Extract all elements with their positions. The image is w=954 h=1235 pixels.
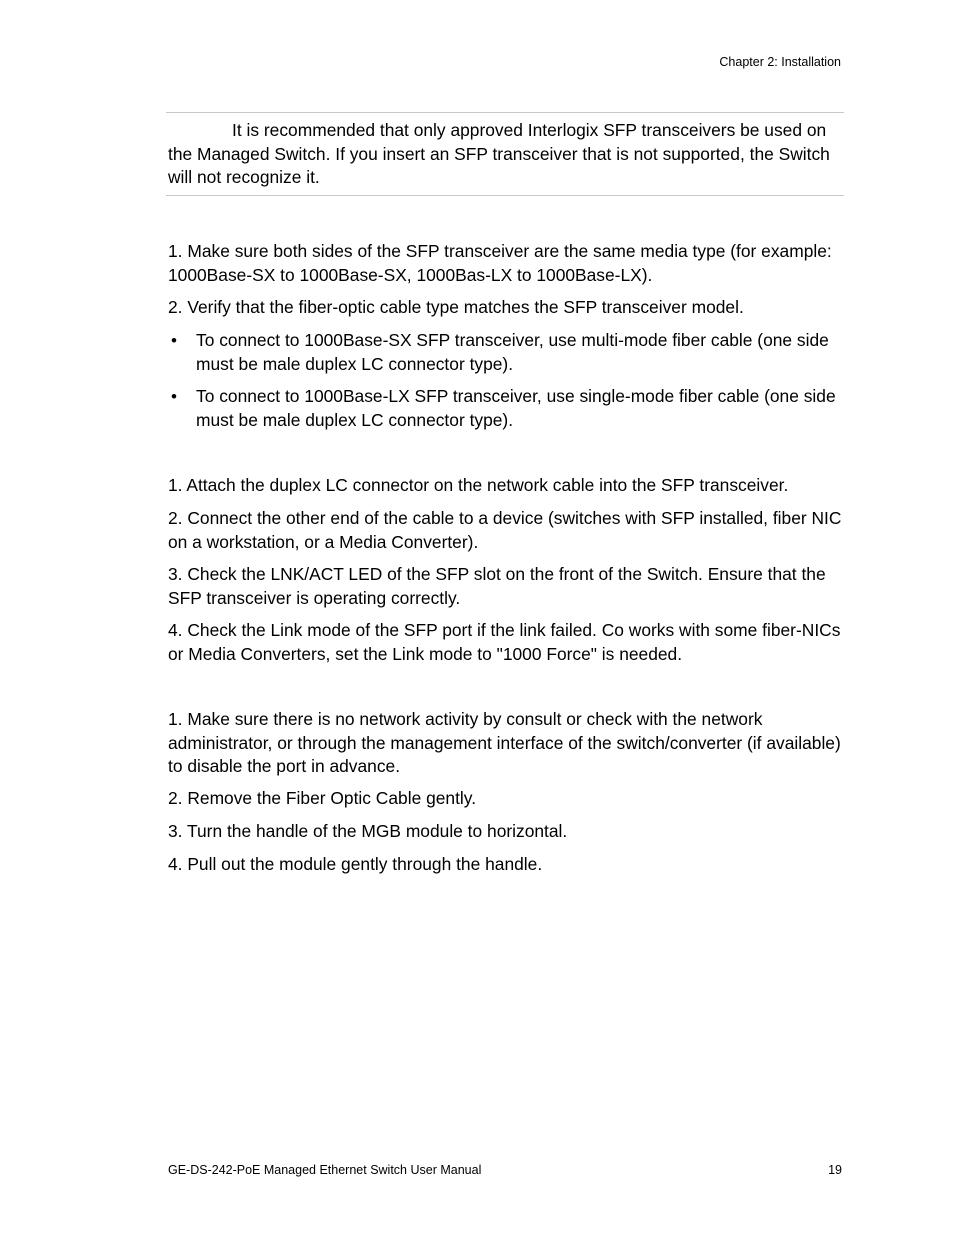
section-3-step-4-wrap	[168, 853, 848, 877]
bullet-text: To connect to 1000Base-SX SFP transceiver, use multi-mode fiber cable (one side must be male duplex LC connector type).	[196, 330, 829, 374]
section-3-step-1: 1. Make sure there is no network activity by consult or check with the network administrator, or through the management interface of the switch/converter (if available) to disable the port in advance.	[168, 709, 841, 776]
section-1-bullet-1	[168, 329, 848, 376]
section-2-step-3-wrap	[168, 563, 848, 610]
section-3-step-3: 3. Turn the handle of the MGB module to horizontal.	[168, 821, 568, 841]
section-2-step-3: 3. Check the LNK/ACT LED of the SFP slot on the front of the Switch. Ensure that the SFP transceiver is operating correctly.	[168, 564, 826, 608]
note-box	[166, 112, 844, 196]
page-number: 19	[828, 1163, 842, 1177]
section-2-step-4: 4. Check the Link mode of the SFP port if the link failed. Co works with some fiber-NICs or Media Converters, set the Link mode to "1000 Force" is needed.	[168, 620, 841, 664]
chapter-header: Chapter 2: Installation	[719, 55, 841, 69]
footer-title: GE-DS-242-PoE Managed Ethernet Switch User Manual	[168, 1163, 482, 1177]
section-2-step-2: 2. Connect the other end of the cable to a device (switches with SFP installed, fiber NIC on a workstation, or a Media Converter).	[168, 508, 842, 552]
section-2-step-2-wrap	[168, 507, 848, 554]
section-3-step-2-wrap	[168, 787, 848, 811]
section-3-step-1-wrap	[168, 708, 848, 779]
section-3-step-4: 4. Pull out the module gently through the handle.	[168, 854, 543, 874]
section-1-step-2-wrap	[168, 296, 848, 320]
section-1-step-2: 2. Verify that the fiber-optic cable type matches the SFP transceiver model.	[168, 297, 744, 317]
section-2-step-1: 1. Attach the duplex LC connector on the network cable into the SFP transceiver.	[168, 475, 789, 495]
note-text: It is recommended that only approved Interlogix SFP transceivers be used on the Managed Switch. If you insert an SFP transceiver that is not supported, the Switch will not recognize it.	[168, 120, 830, 187]
bullet-icon: •	[171, 331, 177, 350]
section-1-bullet-2	[168, 385, 848, 432]
bullet-text: To connect to 1000Base-LX SFP transceiver, use single-mode fiber cable (one side must be male duplex LC connector type).	[196, 386, 836, 430]
section-3-step-2: 2. Remove the Fiber Optic Cable gently.	[168, 788, 477, 808]
section-2-step-4-wrap	[168, 619, 848, 666]
section-1	[168, 240, 848, 287]
bullet-icon: •	[171, 387, 177, 406]
section-1-step-1: 1. Make sure both sides of the SFP transceiver are the same media type (for example: 1000Base-SX to 1000Base-SX, 1000Bas-LX to 1000Base-LX).	[168, 241, 832, 285]
section-2-step-1-wrap	[168, 474, 848, 498]
section-3-step-3-wrap	[168, 820, 848, 844]
